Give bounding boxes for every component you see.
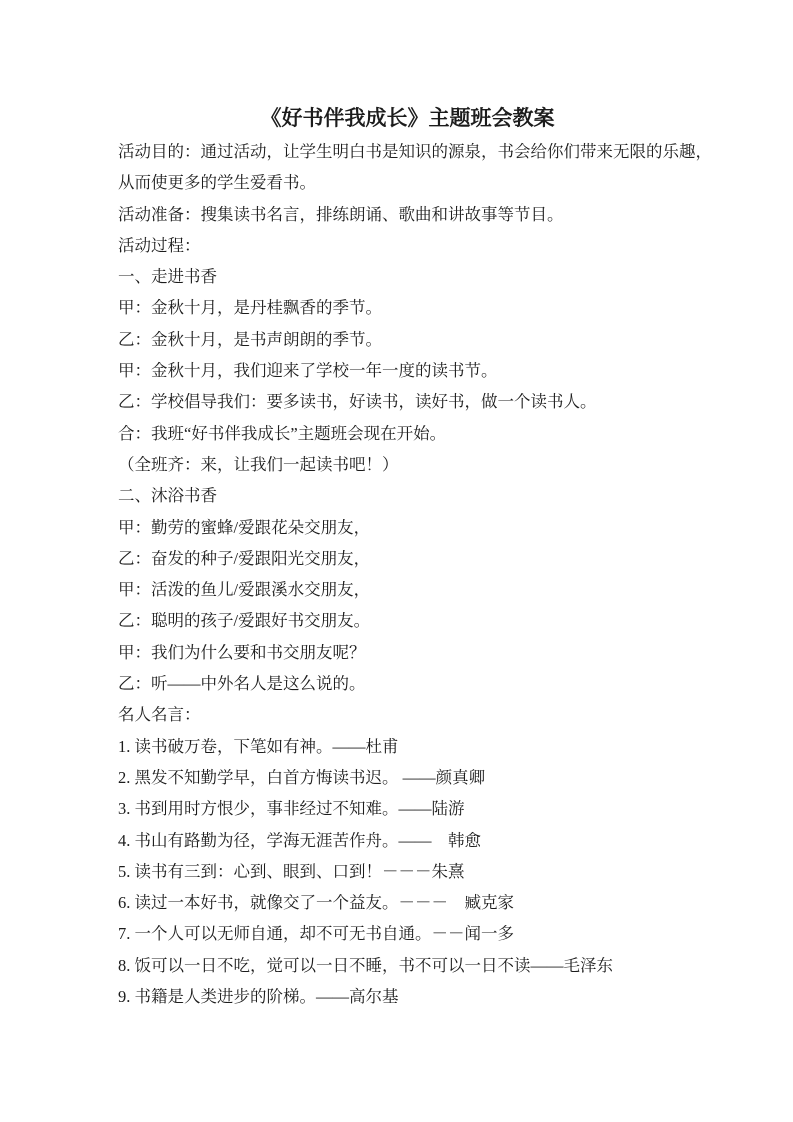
paragraph-line: 甲：勤劳的蜜蜂/爱跟花朵交朋友， <box>118 517 371 537</box>
paragraph-line: 9. 书籍是人类进步的阶梯。——高尔基 <box>118 987 399 1007</box>
document-title: 《好书伴我成长》主题班会教案 <box>260 106 555 130</box>
paragraph-line: 5. 读书有三到：心到、眼到、口到！－－－朱熹 <box>118 861 465 881</box>
paragraph-line: 甲：活泼的鱼儿/爱跟溪水交朋友， <box>118 580 371 600</box>
paragraph-line: 活动过程： <box>118 235 201 255</box>
paragraph-line: 合：我班“好书伴我成长”主题班会现在开始。 <box>118 423 447 443</box>
paragraph-line: 6. 读过一本好书，就像交了一个益友。－－－ 臧克家 <box>118 893 514 913</box>
paragraph-line: 二、沐浴书香 <box>118 486 217 506</box>
paragraph-line: 7. 一个人可以无师自通，却不可无书自通。－－闻一多 <box>118 924 514 944</box>
paragraph-line: 活动准备：搜集读书名言，排练朗诵、歌曲和讲故事等节目。 <box>118 204 564 224</box>
paragraph-line: 活动目的：通过活动，让学生明白书是知识的源泉，书会给你们带来无限的乐趣， <box>118 142 712 161</box>
paragraph-line: 3. 书到用时方恨少，事非经过不知难。——陆游 <box>118 799 465 819</box>
paragraph-line: 乙：聪明的孩子/爱跟好书交朋友。 <box>118 611 371 631</box>
paragraph-line: 乙：奋发的种子/爱跟阳光交朋友， <box>118 548 371 568</box>
paragraph-line: 2. 黑发不知勤学早，白首方悔读书迟。 ——颜真卿 <box>118 767 486 787</box>
paragraph-line: 名人名言： <box>118 705 201 725</box>
document-body <box>118 136 712 1012</box>
paragraph-line: 甲：我们为什么要和书交朋友呢？ <box>118 642 366 662</box>
paragraph-line: 乙：学校倡导我们：要多读书，好读书，读好书，做一个读书人。 <box>118 392 597 412</box>
paragraph-line: （全班齐：来，让我们一起读书吧！） <box>118 454 399 474</box>
paragraph-line: 8. 饭可以一日不吃，觉可以一日不睡，书不可以一日不读——毛泽东 <box>118 955 613 975</box>
paragraph-line: 甲：金秋十月，我们迎来了学校一年一度的读书节。 <box>118 361 498 381</box>
paragraph-line: 从而使更多的学生爱看书。 <box>118 173 316 193</box>
paragraph-line: 1. 读书破万卷，下笔如有神。——杜甫 <box>118 736 399 756</box>
paragraph-line: 乙：金秋十月，是书声朗朗的季节。 <box>118 329 382 349</box>
paragraph-line: 4. 书山有路勤为径，学海无涯苦作舟。—— 韩愈 <box>118 830 481 850</box>
paragraph-line: 甲：金秋十月，是丹桂飘香的季节。 <box>118 298 382 318</box>
paragraph-line: 一、走进书香 <box>118 267 217 287</box>
paragraph-line: 乙：听——中外名人是这么说的。 <box>118 674 366 694</box>
